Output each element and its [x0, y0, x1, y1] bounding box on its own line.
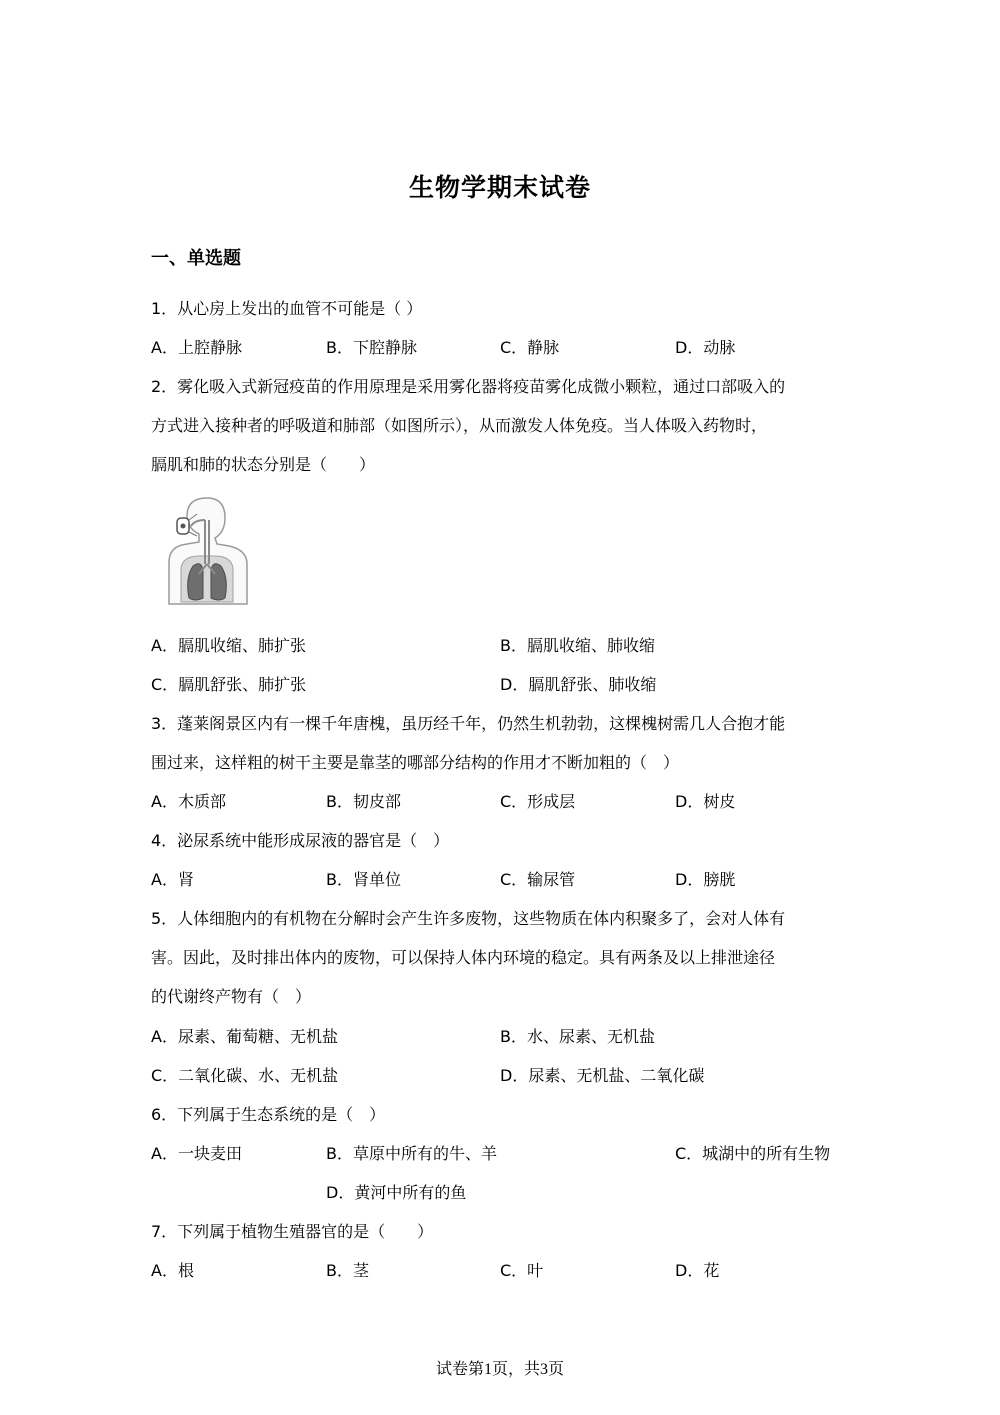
q1-option-c: C．静脉: [500, 338, 560, 357]
q5-option-c: C．二氧化碳、水、无机盐: [151, 1066, 339, 1085]
q2-option-c: C．膈肌舒张、肺扩张: [151, 675, 307, 694]
q1-option-b: B．下腔静脉: [326, 338, 417, 357]
q2-option-a: A．膈肌收缩、肺扩张: [151, 636, 306, 655]
question-7-text: 7．下列属于植物生殖器官的是（ ）: [151, 1222, 434, 1241]
q5-option-d: D．尿素、无机盐、二氧化碳: [500, 1066, 705, 1085]
q3-option-b: B．韧皮部: [326, 792, 401, 811]
question-5-text-line-1: 5．人体细胞内的有机物在分解时会产生许多废物，这些物质在体内积聚多了，会对人体有: [151, 909, 786, 928]
question-3-text-line-2: 围过来，这样粗的树干主要是靠茎的哪部分结构的作用才不断加粗的（ ）: [151, 753, 680, 772]
q7-option-a: A．根: [151, 1261, 194, 1280]
question-4-text: 4．泌尿系统中能形成尿液的器官是（ ）: [151, 831, 450, 850]
q3-option-d: D．树皮: [675, 792, 736, 811]
q1-option-a: A．上腔静脉: [151, 338, 242, 357]
question-5-text-line-3: 的代谢终产物有（ ）: [151, 987, 312, 1006]
q4-option-a: A．肾: [151, 870, 194, 889]
question-2-text-line-1: 2．雾化吸入式新冠疫苗的作用原理是采用雾化器将疫苗雾化成微小颗粒，通过口部吸入的: [151, 377, 786, 396]
q6-option-d: D．黄河中所有的鱼: [326, 1183, 467, 1202]
q5-option-b: B．水、尿素、无机盐: [500, 1027, 655, 1046]
q2-option-b: B．膈肌收缩、肺收缩: [500, 636, 655, 655]
question-5-text-line-2: 害。因此，及时排出体内的废物，可以保持人体内环境的稳定。具有两条及以上排泄途径: [151, 948, 776, 967]
q6-option-c: C．城湖中的所有生物: [675, 1144, 831, 1163]
q4-option-c: C．输尿管: [500, 870, 576, 889]
page-footer: 试卷第1页，共3页: [435, 1361, 564, 1378]
q7-option-c: C．叶: [500, 1261, 544, 1280]
q4-option-d: D．膀胱: [675, 870, 736, 889]
q1-option-d: D．动脉: [675, 338, 736, 357]
q6-option-a: A．一块麦田: [151, 1144, 242, 1163]
question-2-text-line-3: 膈肌和肺的状态分别是（ ）: [151, 455, 376, 474]
page-title: 生物学期末试卷: [408, 173, 591, 202]
q4-option-b: B．肾单位: [326, 870, 401, 889]
question-1-text: 1．从心房上发出的血管不可能是（ ）: [151, 299, 423, 318]
question-3-text-line-1: 3．蓬莱阁景区内有一棵千年唐槐，虽历经千年，仍然生机勃勃，这棵槐树需几人合抱才能: [151, 714, 786, 733]
q3-option-c: C．形成层: [500, 792, 576, 811]
q3-option-a: A．木质部: [151, 792, 226, 811]
section-heading: 一、单选题: [151, 248, 241, 269]
q6-option-b: B．草原中所有的牛、羊: [326, 1144, 497, 1163]
q7-option-b: B．茎: [326, 1261, 369, 1280]
q5-option-a: A．尿素、葡萄糖、无机盐: [151, 1027, 338, 1046]
question-2-text-line-2: 方式进入接种者的呼吸道和肺部（如图所示），从而激发人体免疫。当人体吸入药物时，: [151, 416, 768, 435]
q2-option-d: D．膈肌舒张、肺收缩: [500, 675, 657, 694]
q7-option-d: D．花: [675, 1261, 720, 1280]
question-6-text: 6．下列属于生态系统的是（ ）: [151, 1105, 386, 1124]
respiratory-system-figure: [163, 494, 249, 606]
